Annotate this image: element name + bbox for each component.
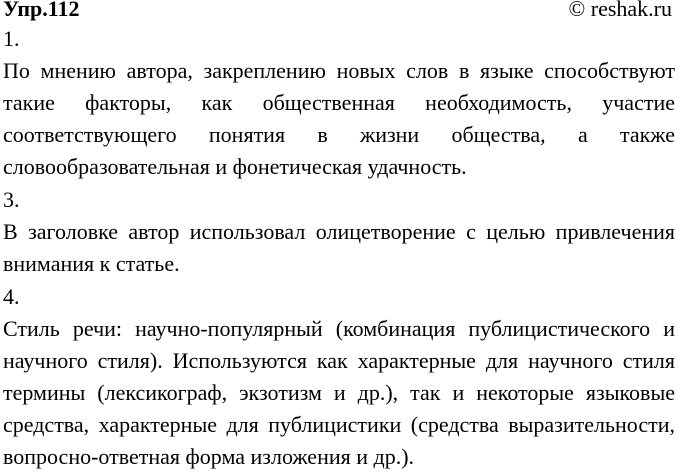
answer-text: В заголовке автор использовал олицетворение с целью привлечения внимания к статье.: [3, 219, 675, 276]
exercise-title: Упр.112: [3, 0, 80, 21]
answer-text: Стиль речи: научно-популярный (комбинация публицистического и научного стиля). Используются как характерные для научного стиля термины (лексикограф, экзотизм и др.), так и некоторые языковые средства, характерные для публицистики (средства выразительности, вопросно-ответная форма изложения и др.).: [3, 316, 675, 469]
answer-number: 4.: [3, 284, 20, 309]
answer-item-3: [3, 183, 675, 280]
answer-item-4: [3, 280, 675, 473]
answer-number: 1.: [3, 26, 20, 51]
document-header: [3, 0, 675, 22]
answer-number: 3.: [3, 187, 20, 212]
source-watermark: © reshak.ru: [568, 0, 672, 21]
answer-item-1: [3, 22, 675, 183]
answer-text: По мнению автора, закреплению новых слов в языке способствуют такие факторы, как общественная необходимость, участие соответствующего понятия в жизни общества, а также словообразовательная и фонетическая удачность.: [3, 58, 675, 179]
